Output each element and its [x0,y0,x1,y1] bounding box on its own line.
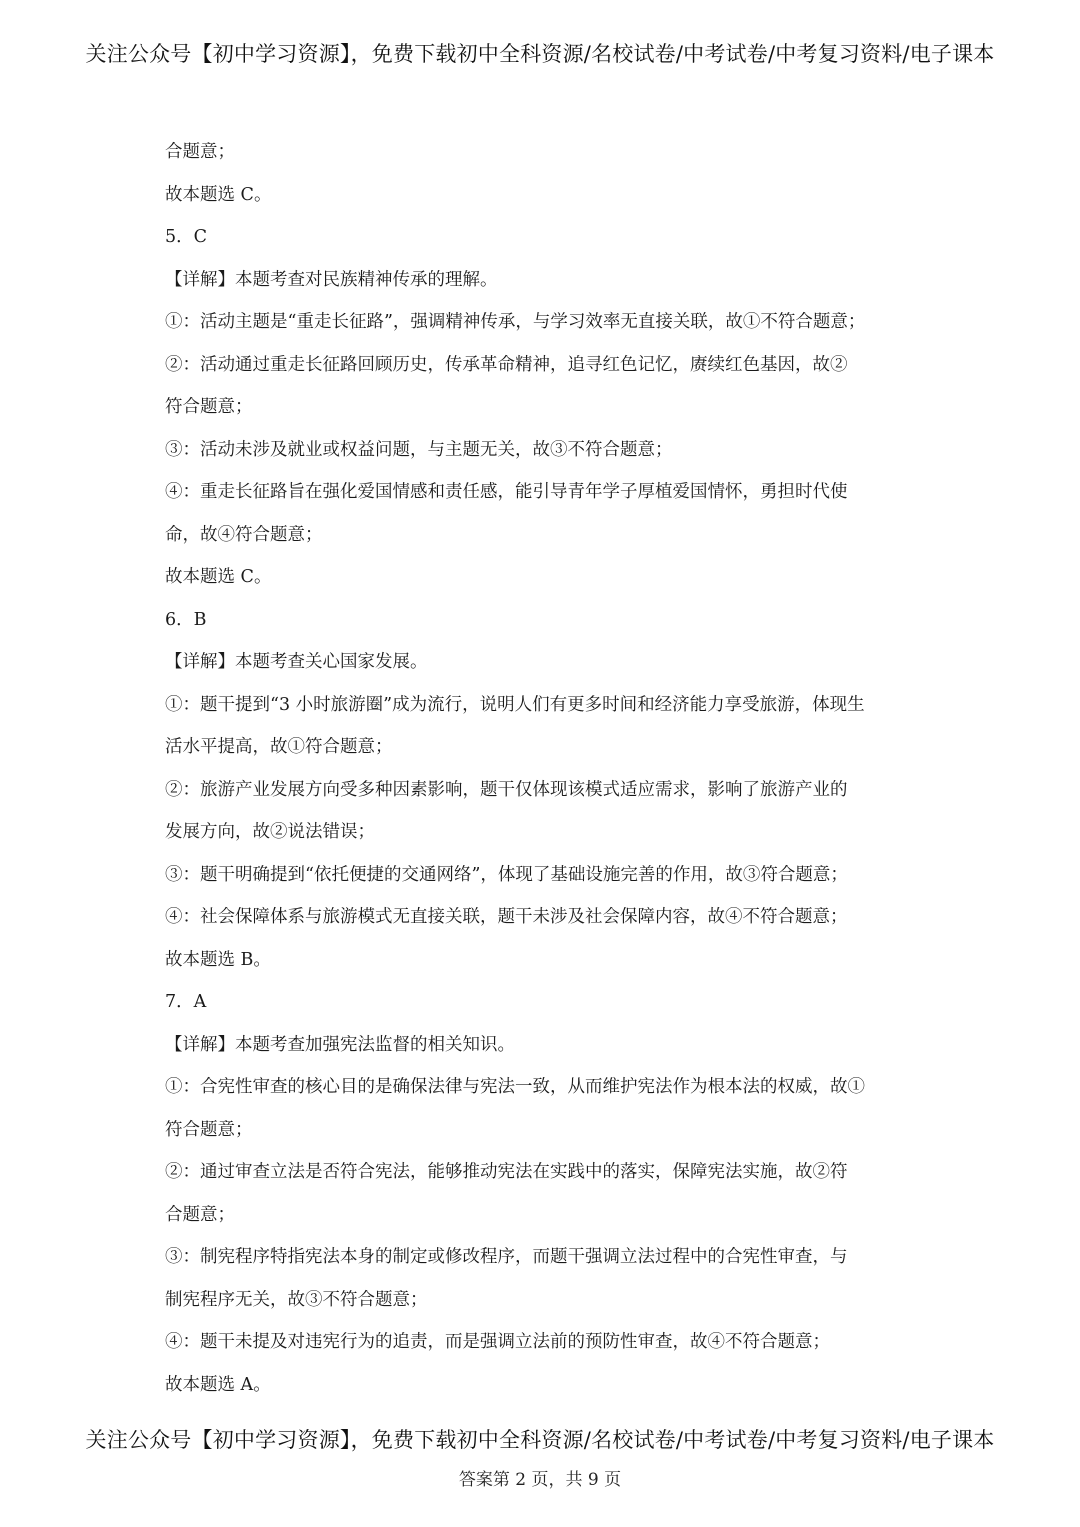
text-line: ④：题干未提及对违宪行为的追责，而是强调立法前的预防性审查，故④不符合题意； [165,1332,830,1352]
explanation-heading: 【详解】本题考查对民族精神传承的理解。 [165,269,498,290]
text-line: ③：活动未涉及就业或权益问题，与主题无关，故③不符合题意； [165,439,673,460]
answer-content [165,131,925,1406]
text-line: ②：活动通过重走长征路回顾历史，传承革命精神，追寻红色记忆，赓续红色基因，故② [165,354,848,375]
text-line: 活水平提高，故①符合题意； [165,737,393,757]
text-line: ①：合宪性审查的核心目的是确保法律与宪法一致，从而维护宪法作为根本法的权威，故① [165,1077,865,1097]
question-answer: 6．B [165,609,207,630]
text-line: ②：通过审查立法是否符合宪法，能够推动宪法在实践中的落实，保障宪法实施，故②符 [165,1162,848,1182]
text-line: ①：活动主题是“重走长征路”，强调精神传承，与学习效率无直接关联，故①不符合题意； [165,312,866,332]
explanation-heading: 【详解】本题考查加强宪法监督的相关知识。 [165,1034,515,1055]
text-line: 命，故④符合题意； [165,524,323,545]
question-answer: 5．C [165,227,208,247]
text-line: 制宪程序无关，故③不符合题意； [165,1289,428,1310]
text-line: ③：制宪程序特指宪法本身的制定或修改程序，而题干强调立法过程中的合宪性审查，与 [165,1247,848,1267]
text-line: 合题意； [165,1204,235,1225]
text-line: ④：社会保障体系与旅游模式无直接关联，题干未涉及社会保障内容，故④不符合题意； [165,907,848,927]
text-line: 故本题选 B。 [165,949,271,970]
text-line: ③：题干明确提到“依托便捷的交通网络”，体现了基础设施完善的作用，故③符合题意； [165,864,848,885]
text-line: ④：重走长征路旨在强化爱国情感和责任感，能引导青年学子厚植爱国情怀，勇担时代使 [165,482,848,502]
text-line: ①：题干提到“3 小时旅游圈”成为流行，说明人们有更多时间和经济能力享受旅游，体现生 [165,694,865,715]
text-line: 符合题意； [165,397,253,417]
text-line: ②：旅游产业发展方向受多种因素影响，题干仅体现该模式适应需求，影响了旅游产业的 [165,779,848,800]
text-line: 发展方向，故②说法错误； [165,822,375,842]
text-line: 故本题选 C。 [165,184,272,205]
text-line: 故本题选 A。 [165,1374,271,1395]
text-line: 合题意； [165,142,235,162]
page-number: 答案第 2 页，共 9 页 [458,1470,622,1490]
footer-banner: 关注公众号【初中学习资源】，免费下载初中全科资源/名校试卷/中考试卷/中考复习资料/电子课本 [85,1428,995,1452]
header-banner: 关注公众号【初中学习资源】，免费下载初中全科资源/名校试卷/中考试卷/中考复习资料/电子课本 [85,42,995,66]
text-line: 故本题选 C。 [165,567,272,587]
explanation-heading: 【详解】本题考查关心国家发展。 [165,652,428,672]
question-answer: 7．A [165,992,207,1012]
text-line: 符合题意； [165,1119,253,1140]
